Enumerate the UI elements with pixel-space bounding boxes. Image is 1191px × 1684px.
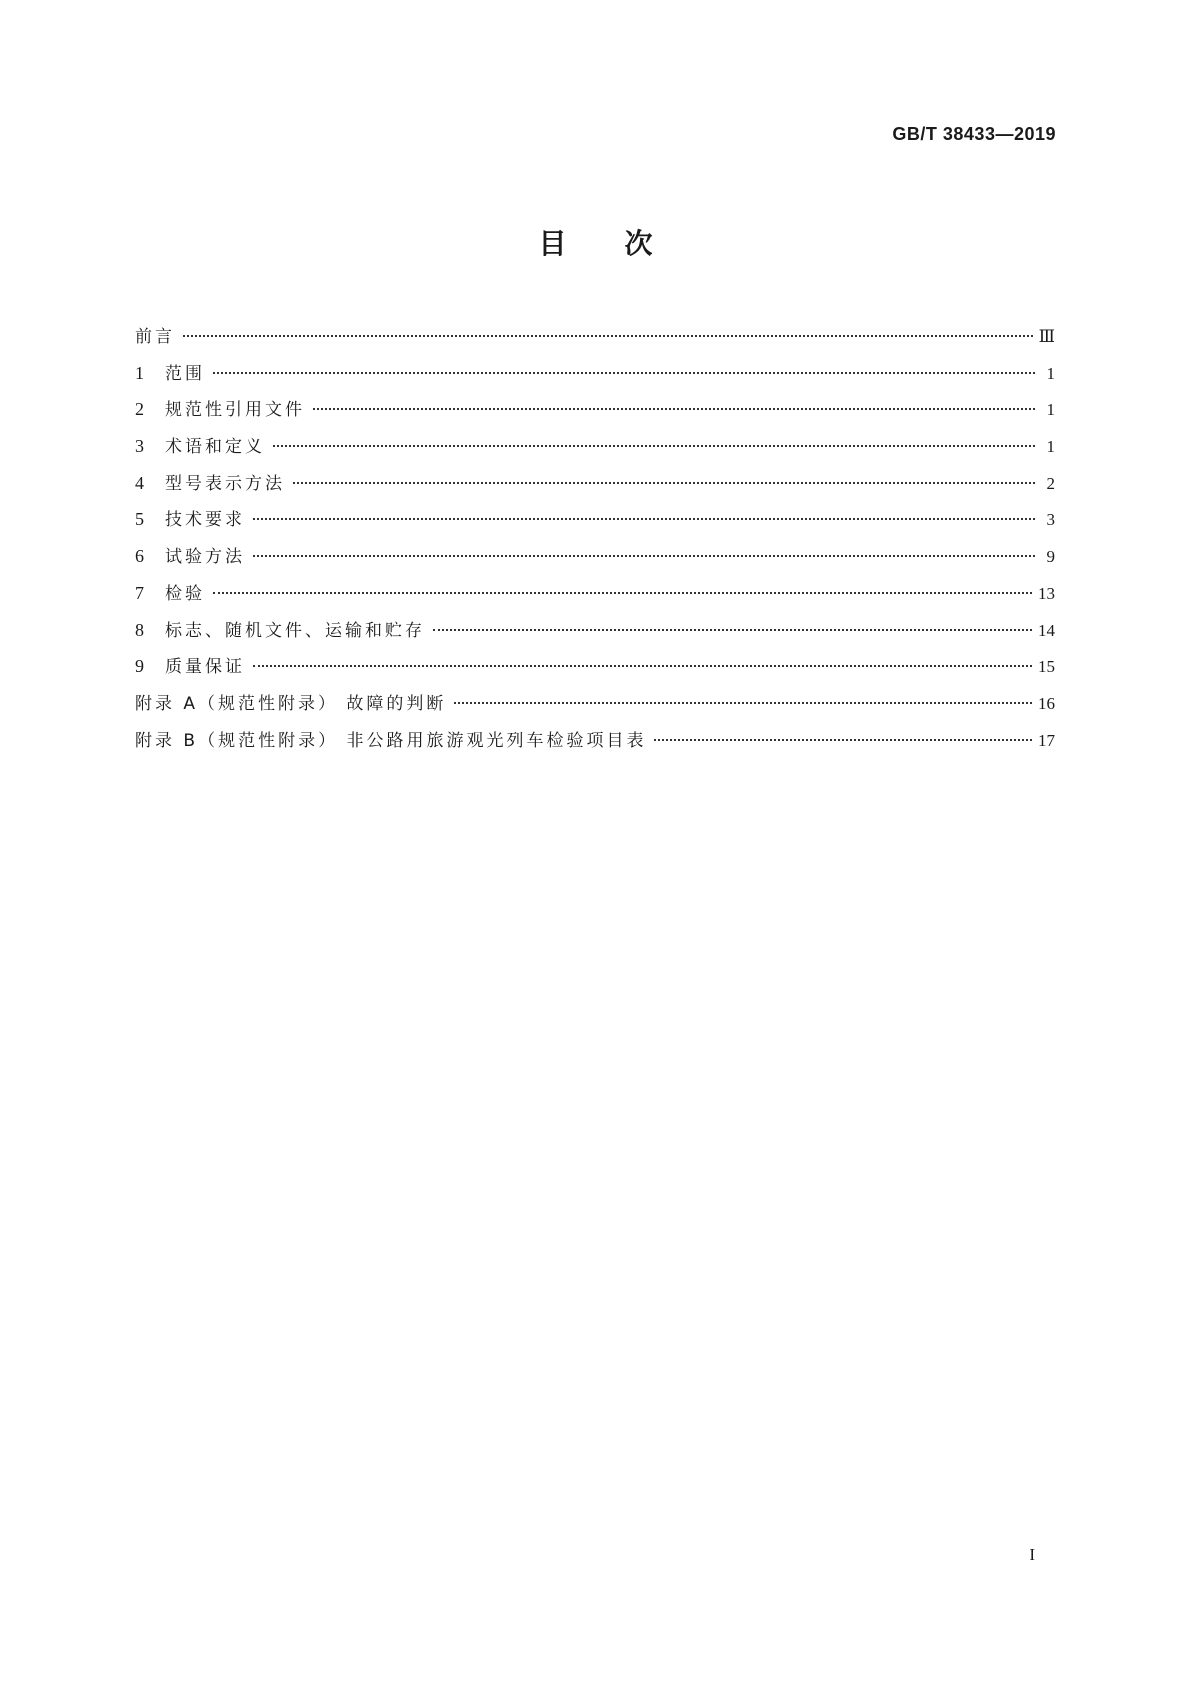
toc-entry-label: 型号表示方法: [165, 473, 285, 494]
toc-page-number: 9: [1046, 547, 1055, 567]
toc-section-number: 9: [135, 656, 144, 677]
toc-section-number: 6: [135, 546, 144, 567]
page-number: I: [1029, 1545, 1035, 1564]
toc-page-number: 2: [1046, 473, 1055, 493]
toc-entry-label: 质量保证: [165, 657, 245, 678]
toc-entry-label: 前言: [135, 327, 175, 347]
dot-leader: [293, 482, 1035, 484]
dot-leader: [313, 408, 1035, 410]
toc-entry-label: 技术要求: [165, 510, 245, 531]
toc-entry-foreword[interactable]: [135, 322, 1055, 359]
toc-entry-label: 规范性引用文件: [165, 400, 305, 421]
toc-entry-7[interactable]: [135, 579, 1055, 616]
toc-page-number: 17: [1038, 730, 1055, 750]
dot-leader: [253, 665, 1032, 667]
dot-leader: [213, 372, 1035, 374]
dot-leader: [433, 629, 1032, 631]
toc-entry-8[interactable]: [135, 616, 1055, 653]
toc-entry-9[interactable]: [135, 652, 1055, 689]
toc-section-number: 5: [135, 509, 144, 530]
toc-page-number: 13: [1038, 583, 1055, 603]
toc-page-number: 1: [1046, 437, 1055, 457]
toc-entry-appendix-a[interactable]: [135, 689, 1055, 726]
toc-section-number: 8: [135, 619, 144, 640]
toc-entry-2[interactable]: [135, 395, 1055, 432]
dot-leader: [454, 702, 1032, 704]
toc-entry-5[interactable]: [135, 505, 1055, 542]
toc-entry-label: 试验方法: [165, 547, 245, 568]
toc-entry-label: 术语和定义: [165, 437, 265, 458]
toc-section-number: 3: [135, 436, 144, 457]
dot-leader: [273, 445, 1035, 447]
toc-entry-label: 附录 A（规范性附录） 故障的判断: [135, 693, 447, 714]
toc-title: 目次: [538, 227, 711, 260]
toc-section-number: 1: [135, 362, 144, 383]
toc-page-number: 1: [1046, 363, 1055, 383]
toc-page-number: 3: [1046, 510, 1055, 530]
toc-entry-label: 标志、随机文件、运输和贮存: [165, 620, 425, 641]
toc-page-number: 15: [1038, 657, 1055, 677]
table-of-contents: [135, 322, 1055, 762]
toc-page-number: Ⅲ: [1038, 327, 1055, 346]
toc-entry-4[interactable]: [135, 469, 1055, 506]
toc-entry-label: 范围: [165, 363, 205, 384]
dot-leader: [253, 518, 1035, 520]
dot-leader: [654, 739, 1032, 741]
toc-section-number: 2: [135, 399, 144, 420]
toc-section-number: 4: [135, 472, 144, 493]
toc-entry-appendix-b[interactable]: [135, 726, 1055, 763]
dot-leader: [253, 555, 1035, 557]
standard-code: GB/T 38433—2019: [892, 124, 1056, 144]
toc-page-number: 1: [1046, 400, 1055, 420]
toc-entry-6[interactable]: [135, 542, 1055, 579]
toc-entry-1[interactable]: [135, 359, 1055, 396]
dot-leader: [183, 335, 1033, 337]
toc-entry-label: 附录 B（规范性附录） 非公路用旅游观光列车检验项目表: [135, 730, 647, 751]
toc-entry-3[interactable]: [135, 432, 1055, 469]
toc-section-number: 7: [135, 582, 144, 603]
toc-page-number: 14: [1038, 620, 1055, 640]
dot-leader: [213, 592, 1032, 594]
toc-entry-label: 检验: [165, 583, 205, 604]
toc-page-number: 16: [1038, 693, 1055, 713]
